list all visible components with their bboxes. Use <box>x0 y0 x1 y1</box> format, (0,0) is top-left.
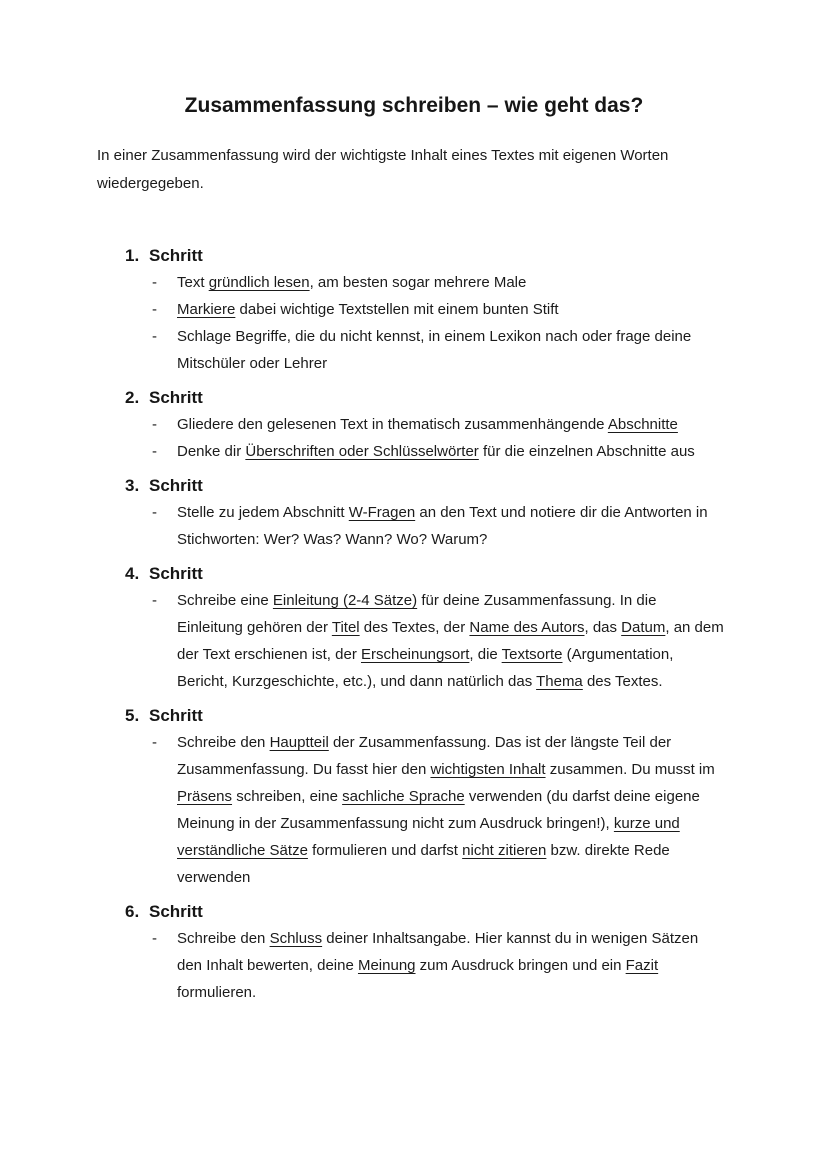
plain-text: formulieren und darfst <box>307 842 463 859</box>
step-label: Schritt <box>149 246 203 265</box>
underlined-text: Titel <box>331 619 360 636</box>
underlined-text: kurze und verständliche Sätze <box>177 815 680 859</box>
bullet-item <box>152 296 731 323</box>
underlined-text: Präsens <box>177 788 233 805</box>
step-heading <box>125 242 731 269</box>
underlined-text: Schluss <box>269 930 323 947</box>
plain-text: , an dem der Text erschienen ist, der <box>177 619 724 663</box>
bullet-item <box>152 438 731 465</box>
step-label: Schritt <box>149 388 203 407</box>
document-title: Zusammenfassung schreiben – wie geht das? <box>184 94 644 117</box>
plain-text: formulieren. <box>177 984 257 1001</box>
underlined-text: Textsorte <box>501 646 563 663</box>
underlined-text: Überschriften oder Schlüsselwörter <box>245 443 479 460</box>
step-number: 3. <box>125 476 140 495</box>
bullet-marker: - <box>152 930 157 947</box>
underlined-text: sachliche Sprache <box>342 788 465 805</box>
step-heading <box>125 702 731 729</box>
bullet-item <box>152 323 731 377</box>
bullet-marker: - <box>152 504 157 521</box>
plain-text: , am besten sogar mehrere Male <box>309 274 527 291</box>
underlined-text: Name des Autors <box>469 619 585 636</box>
plain-text: Schreibe den <box>177 734 270 751</box>
plain-text: Denke dir <box>177 443 246 460</box>
step-heading <box>125 472 731 499</box>
plain-text: für die einzelnen Abschnitte aus <box>478 443 695 460</box>
bullet-item <box>152 587 731 695</box>
plain-text: , die <box>469 646 502 663</box>
bullet-text <box>177 438 695 465</box>
bullet-text <box>177 411 678 438</box>
step-number: 5. <box>125 706 140 725</box>
plain-text: Text <box>177 274 209 291</box>
plain-text: Schlage Begriffe, die du nicht kennst, in einem Lexikon nach oder frage deine Mitschüler oder Lehrer <box>177 328 692 372</box>
plain-text: an den Text und notiere dir die Antworten in Stichworten: Wer? Was? Wann? Wo? Warum? <box>177 504 708 548</box>
bullet-text <box>177 499 725 553</box>
step-label: Schritt <box>149 476 203 495</box>
bullet-text <box>177 323 725 377</box>
bullet-item <box>152 411 731 438</box>
bullet-marker: - <box>152 328 157 345</box>
plain-text: schreiben, eine <box>232 788 343 805</box>
bullet-marker: - <box>152 301 157 318</box>
intro-paragraph: In einer Zusammenfassung wird der wichtigste Inhalt eines Textes mit eigenen Worten wiedergegeben. <box>97 147 669 192</box>
bullet-marker: - <box>152 734 157 751</box>
step-label: Schritt <box>149 706 203 725</box>
step-number: 2. <box>125 388 140 407</box>
underlined-text: nicht zitieren <box>462 842 547 859</box>
plain-text: Stelle zu jedem Abschnitt <box>177 504 349 521</box>
step-number: 6. <box>125 902 140 921</box>
bullet-marker: - <box>152 443 157 460</box>
plain-text: für deine Zusammenfassung. In die Einleitung gehören der <box>177 592 657 636</box>
step-heading <box>125 384 731 411</box>
underlined-text: wichtigsten Inhalt <box>430 761 546 778</box>
bullet-marker: - <box>152 416 157 433</box>
plain-text: Gliedere den gelesenen Text in thematisch zusammenhängende <box>177 416 608 433</box>
step-heading <box>125 898 731 925</box>
plain-text: Schreibe eine <box>177 592 273 609</box>
underlined-text: Thema <box>536 673 583 690</box>
step-number: 1. <box>125 246 140 265</box>
underlined-text: Abschnitte <box>607 416 678 433</box>
underlined-text: Datum <box>621 619 666 636</box>
bullet-text <box>177 296 559 323</box>
bullet-item <box>152 499 731 553</box>
plain-text: (Argumentation, Bericht, Kurzgeschichte, etc.), und dann natürlich das <box>177 646 674 690</box>
steps-list <box>97 242 731 1006</box>
bullet-item <box>152 729 731 891</box>
underlined-text: Hauptteil <box>269 734 329 751</box>
bullet-marker: - <box>152 592 157 609</box>
bullet-text <box>177 729 725 891</box>
bullet-marker: - <box>152 274 157 291</box>
plain-text: des Textes. <box>582 673 663 690</box>
bullet-text <box>177 925 725 1006</box>
underlined-text: Einleitung (2-4 Sätze) <box>272 592 418 609</box>
plain-text: zusammen. Du musst im <box>545 761 715 778</box>
step-number: 4. <box>125 564 140 583</box>
plain-text: deiner Inhaltsangabe. Hier kannst du in wenigen Sätzen den Inhalt bewerten, deine <box>177 930 699 974</box>
underlined-text: Erscheinungsort <box>360 646 470 663</box>
underlined-text: Meinung <box>357 957 416 974</box>
plain-text: , das <box>584 619 622 636</box>
plain-text: bzw. direkte Rede verwenden <box>177 842 670 886</box>
underlined-text: Markiere <box>177 301 236 318</box>
plain-text: der Zusammenfassung. Das ist der längste Teil der Zusammenfassung. Du fasst hier den <box>177 734 672 778</box>
plain-text: zum Ausdruck bringen und ein <box>415 957 626 974</box>
step-label: Schritt <box>149 564 203 583</box>
plain-text: Schreibe den <box>177 930 270 947</box>
underlined-text: gründlich lesen <box>208 274 310 291</box>
step-label: Schritt <box>149 902 203 921</box>
bullet-item <box>152 925 731 1006</box>
step-heading <box>125 560 731 587</box>
bullet-text <box>177 269 526 296</box>
bullet-item <box>152 269 731 296</box>
plain-text: verwenden (du darfst deine eigene Meinung in der Zusammenfassung nicht zum Ausdruck bringen!), <box>177 788 700 832</box>
underlined-text: W-Fragen <box>348 504 416 521</box>
bullet-text <box>177 587 725 695</box>
plain-text: des Textes, der <box>359 619 470 636</box>
plain-text: dabei wichtige Textstellen mit einem bunten Stift <box>235 301 559 318</box>
underlined-text: Fazit <box>625 957 659 974</box>
